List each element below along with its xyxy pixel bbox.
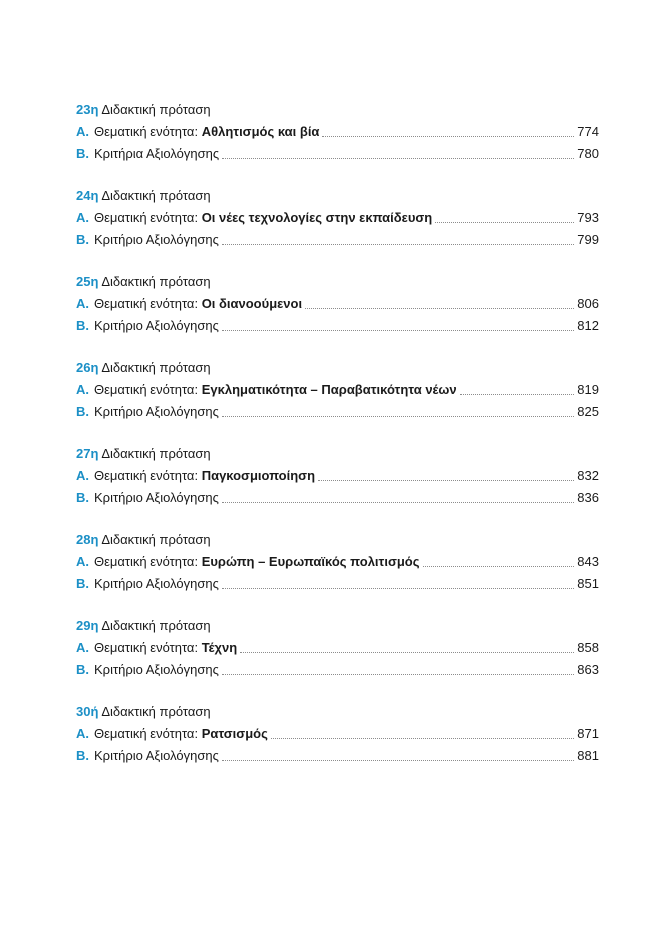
entry-prefix: Θεματική ενότητα: (94, 468, 202, 483)
section-heading (76, 99, 599, 121)
entry-title: Εγκληματικότητα – Παραβατικότητα νέων (201, 382, 457, 397)
entry-title: Τέχνη (201, 640, 238, 655)
dot-leader (222, 501, 574, 503)
section-heading (76, 615, 599, 637)
entry-letter: Β. (76, 318, 89, 333)
page-number: 843 (577, 554, 599, 569)
dot-leader (322, 135, 574, 137)
page-number: 836 (577, 490, 599, 505)
entry-prefix: Θεματική ενότητα: (94, 382, 202, 397)
page-number: 793 (577, 210, 599, 225)
dot-leader (222, 329, 574, 331)
entry-letter: Β. (76, 404, 89, 419)
toc-entry-topic[interactable] (76, 379, 599, 401)
dot-leader (222, 415, 574, 417)
entry-prefix: Θεματική ενότητα: (94, 296, 202, 311)
entry-title: Αθλητισμός και βία (201, 124, 320, 139)
entry-label: Κριτήριο Αξιολόγησης (94, 662, 219, 677)
entry-letter: Β. (76, 662, 89, 677)
entry-letter: Β. (76, 490, 89, 505)
toc-entry-assessment[interactable] (76, 487, 599, 509)
entry-letter: Β. (76, 576, 89, 591)
entry-title: Οι νέες τεχνολογίες στην εκπαίδευση (201, 210, 433, 225)
entry-label (94, 465, 315, 487)
entry-label: Κριτήριο Αξιολόγησης (94, 404, 219, 419)
dot-leader (222, 587, 574, 589)
dot-leader (435, 221, 574, 223)
section-heading-text: Διδακτική πρόταση (101, 704, 211, 719)
section-number: 26η (76, 360, 99, 375)
entry-letter: Β. (76, 232, 89, 247)
toc-entry-assessment[interactable] (76, 401, 599, 423)
section-number: 29η (76, 618, 99, 633)
section-heading-text: Διδακτική πρόταση (101, 102, 211, 117)
entry-label: Κριτήριο Αξιολόγησης (94, 748, 219, 763)
toc-entry-topic[interactable] (76, 465, 599, 487)
entry-letter: Α. (76, 296, 89, 311)
page-number: 851 (577, 576, 599, 591)
dot-leader (222, 759, 574, 761)
entry-prefix: Θεματική ενότητα: (94, 726, 202, 741)
entry-prefix: Θεματική ενότητα: (94, 124, 202, 139)
dot-leader (423, 565, 575, 567)
dot-leader (222, 243, 574, 245)
toc-entry-assessment[interactable] (76, 745, 599, 767)
entry-label: Κριτήριο Αξιολόγησης (94, 490, 219, 505)
section-heading-text: Διδακτική πρόταση (101, 532, 211, 547)
page-number: 774 (577, 124, 599, 139)
dot-leader (318, 479, 574, 481)
section-heading-text: Διδακτική πρόταση (101, 618, 211, 633)
dot-leader (305, 307, 574, 309)
entry-label (94, 379, 457, 401)
entry-letter: Α. (76, 382, 89, 397)
section-number: 24η (76, 188, 99, 203)
dot-leader (460, 393, 575, 395)
section-heading-text: Διδακτική πρόταση (101, 188, 211, 203)
entry-label: Κριτήριο Αξιολόγησης (94, 232, 219, 247)
entry-letter: Α. (76, 210, 89, 225)
page-number: 858 (577, 640, 599, 655)
toc-section (76, 271, 599, 337)
page-number: 832 (577, 468, 599, 483)
page-number: 825 (577, 404, 599, 419)
toc-entry-topic[interactable] (76, 207, 599, 229)
toc-section (76, 99, 599, 165)
entry-letter: Α. (76, 726, 89, 741)
entry-letter: Α. (76, 468, 89, 483)
page-number: 780 (577, 146, 599, 161)
dot-leader (240, 651, 574, 653)
toc-section (76, 357, 599, 423)
table-of-contents (76, 99, 599, 787)
section-heading-text: Διδακτική πρόταση (101, 446, 211, 461)
entry-prefix: Θεματική ενότητα: (94, 554, 202, 569)
entry-prefix: Θεματική ενότητα: (94, 210, 202, 225)
entry-title: Παγκοσμιοποίηση (201, 468, 316, 483)
section-number: 23η (76, 102, 99, 117)
entry-letter: Β. (76, 146, 89, 161)
section-number: 28η (76, 532, 99, 547)
entry-letter: Α. (76, 640, 89, 655)
toc-entry-assessment[interactable] (76, 143, 599, 165)
page-number: 799 (577, 232, 599, 247)
section-heading (76, 443, 599, 465)
toc-entry-topic[interactable] (76, 637, 599, 659)
page-number: 806 (577, 296, 599, 311)
dot-leader (222, 157, 574, 159)
toc-entry-assessment[interactable] (76, 573, 599, 595)
entry-label: Κριτήρια Αξιολόγησης (94, 146, 220, 161)
section-heading-text: Διδακτική πρόταση (101, 274, 211, 289)
entry-label (94, 723, 268, 745)
dot-leader (271, 737, 574, 739)
toc-entry-topic[interactable] (76, 121, 599, 143)
entry-label (94, 207, 432, 229)
section-heading (76, 271, 599, 293)
toc-section (76, 529, 599, 595)
toc-entry-assessment[interactable] (76, 229, 599, 251)
section-number: 27η (76, 446, 99, 461)
section-heading (76, 701, 599, 723)
page-number: 863 (577, 662, 599, 677)
section-heading-text: Διδακτική πρόταση (101, 360, 211, 375)
toc-section (76, 185, 599, 251)
entry-label: Κριτήριο Αξιολόγησης (94, 318, 219, 333)
section-heading (76, 529, 599, 551)
page-number: 812 (577, 318, 599, 333)
entry-title: Οι διανοούμενοι (201, 296, 303, 311)
entry-label (94, 121, 319, 143)
section-heading (76, 185, 599, 207)
toc-entry-topic[interactable] (76, 293, 599, 315)
entry-letter: Α. (76, 124, 89, 139)
toc-entry-topic[interactable] (76, 551, 599, 573)
page-number: 871 (577, 726, 599, 741)
entry-letter: Α. (76, 554, 89, 569)
dot-leader (222, 673, 574, 675)
toc-section (76, 701, 599, 767)
toc-entry-assessment[interactable] (76, 315, 599, 337)
section-number: 30ή (76, 704, 99, 719)
page-number: 881 (577, 748, 599, 763)
toc-section (76, 615, 599, 681)
entry-label (94, 293, 302, 315)
section-number: 25η (76, 274, 99, 289)
toc-entry-topic[interactable] (76, 723, 599, 745)
section-heading (76, 357, 599, 379)
entry-title: Ρατσισμός (201, 726, 268, 741)
entry-letter: Β. (76, 748, 89, 763)
toc-section (76, 443, 599, 509)
entry-prefix: Θεματική ενότητα: (94, 640, 202, 655)
entry-label (94, 551, 420, 573)
toc-entry-assessment[interactable] (76, 659, 599, 681)
page-number: 819 (577, 382, 599, 397)
entry-title: Ευρώπη – Ευρωπαϊκός πολιτισμός (201, 554, 420, 569)
entry-label (94, 637, 237, 659)
entry-label: Κριτήριο Αξιολόγησης (94, 576, 219, 591)
